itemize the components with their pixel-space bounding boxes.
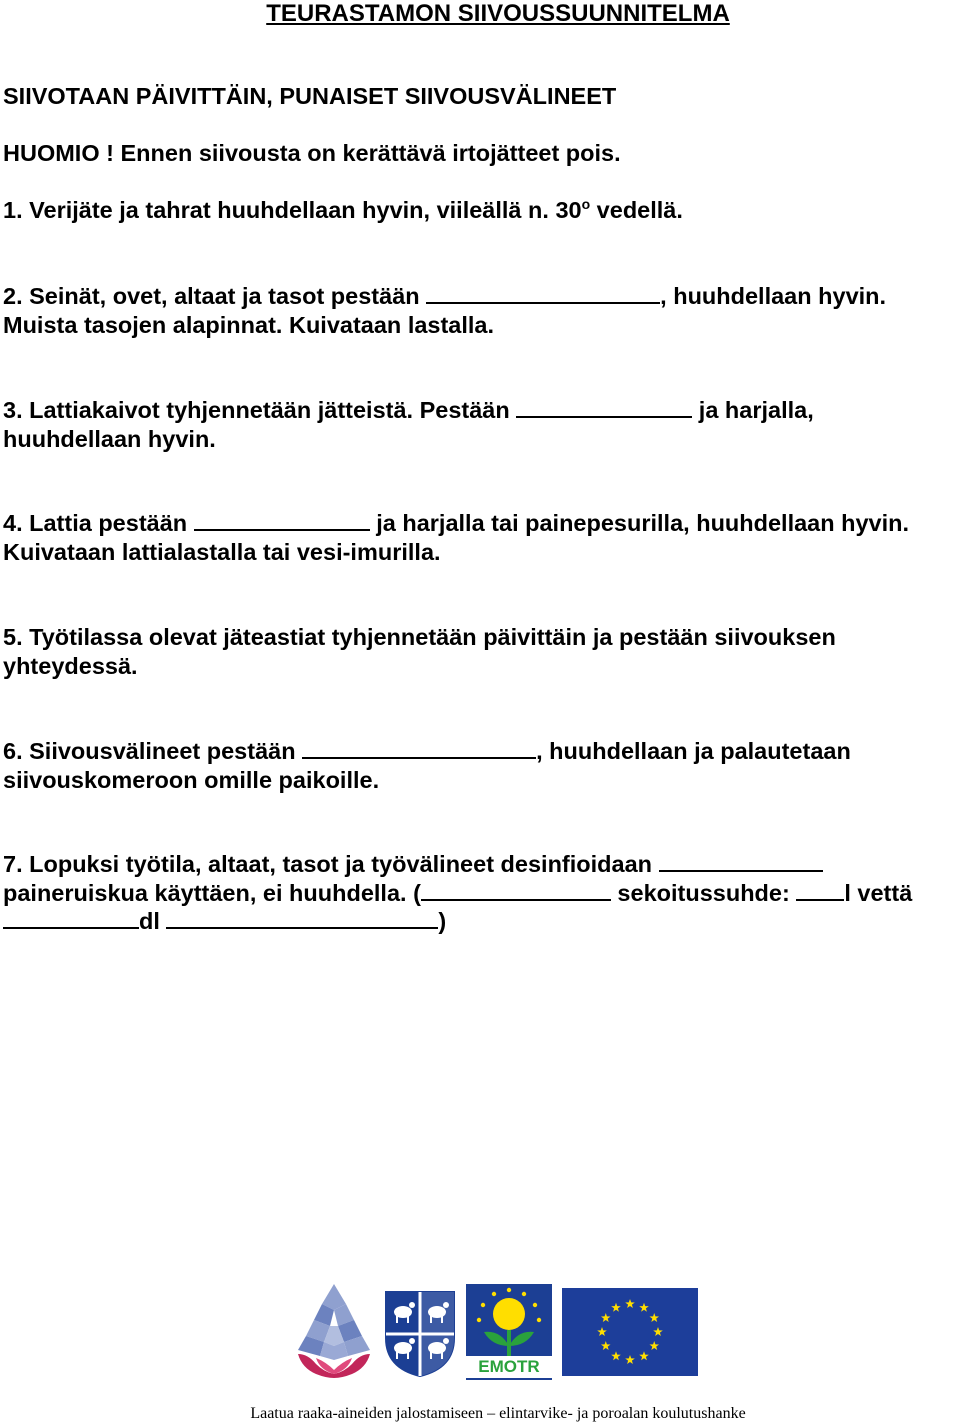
- fill-in-blank: [796, 879, 844, 901]
- fill-in-blank: [3, 907, 139, 929]
- document-title: TEURASTAMON SIIVOUSSUUNNITELMA: [266, 0, 730, 27]
- fill-in-blank: [302, 737, 536, 759]
- notice: HUOMIO ! Ennen siivousta on kerättävä irtojätteet pois.: [3, 140, 621, 166]
- emotr-logo: [466, 1284, 552, 1380]
- fill-in-blank: [194, 509, 370, 531]
- fill-in-blank: [659, 850, 823, 872]
- degree-symbol: o: [581, 196, 591, 213]
- step-5: 5. Työtilassa olevat jäteastiat tyhjennetään päivittäin ja pestään siivouksen yhteydessä.: [3, 624, 836, 679]
- regional-logo-icon: [294, 1282, 374, 1380]
- step-2: 2. Seinät, ovet, altaat ja tasot pestään , huuhdellaan hyvin. Muista tasojen alapinnat. Kuivataan lastalla.: [3, 283, 887, 338]
- coat-of-arms-icon: [384, 1290, 456, 1378]
- step-6: 6. Siivousvälineet pestään , huuhdellaan ja palautetaan siivouskomeroon omille paikoille.: [3, 738, 851, 793]
- emotr-flower-icon: [466, 1284, 552, 1358]
- step-7: 7. Lopuksi työtila, altaat, tasot ja työvälineet desinfioidaan paineruiskua käyttäen, ei huuhdella. ( sekoitussuhde: l vettä dl ): [3, 851, 913, 934]
- fill-in-blank: [426, 282, 660, 304]
- step-1: 1. Verijäte ja tahrat huuhdellaan hyvin, viileällä n. 30$^o$ vedellä.: [3, 196, 683, 223]
- fill-in-blank: [166, 907, 438, 929]
- fill-in-blank: [421, 879, 611, 901]
- eu-flag-icon: [562, 1288, 698, 1376]
- emotr-label: EMOTR: [466, 1356, 552, 1378]
- logo-strip: [0, 1282, 960, 1382]
- fill-in-blank: [516, 396, 692, 418]
- footer-text: Laatua raaka-aineiden jalostamiseen – elintarvike- ja poroalan koulutushanke: [250, 1405, 746, 1422]
- step-3: 3. Lattiakaivot tyhjennetään jätteistä. Pestään ja harjalla, huuhdellaan hyvin.: [3, 397, 814, 452]
- step-4: 4. Lattia pestään ja harjalla tai painepesurilla, huuhdellaan hyvin. Kuivataan lattialastalla tai vesi-imurilla.: [3, 510, 910, 565]
- section-heading: SIIVOTAAN PÄIVITTÄIN, PUNAISET SIIVOUSVÄLINEET: [3, 83, 617, 109]
